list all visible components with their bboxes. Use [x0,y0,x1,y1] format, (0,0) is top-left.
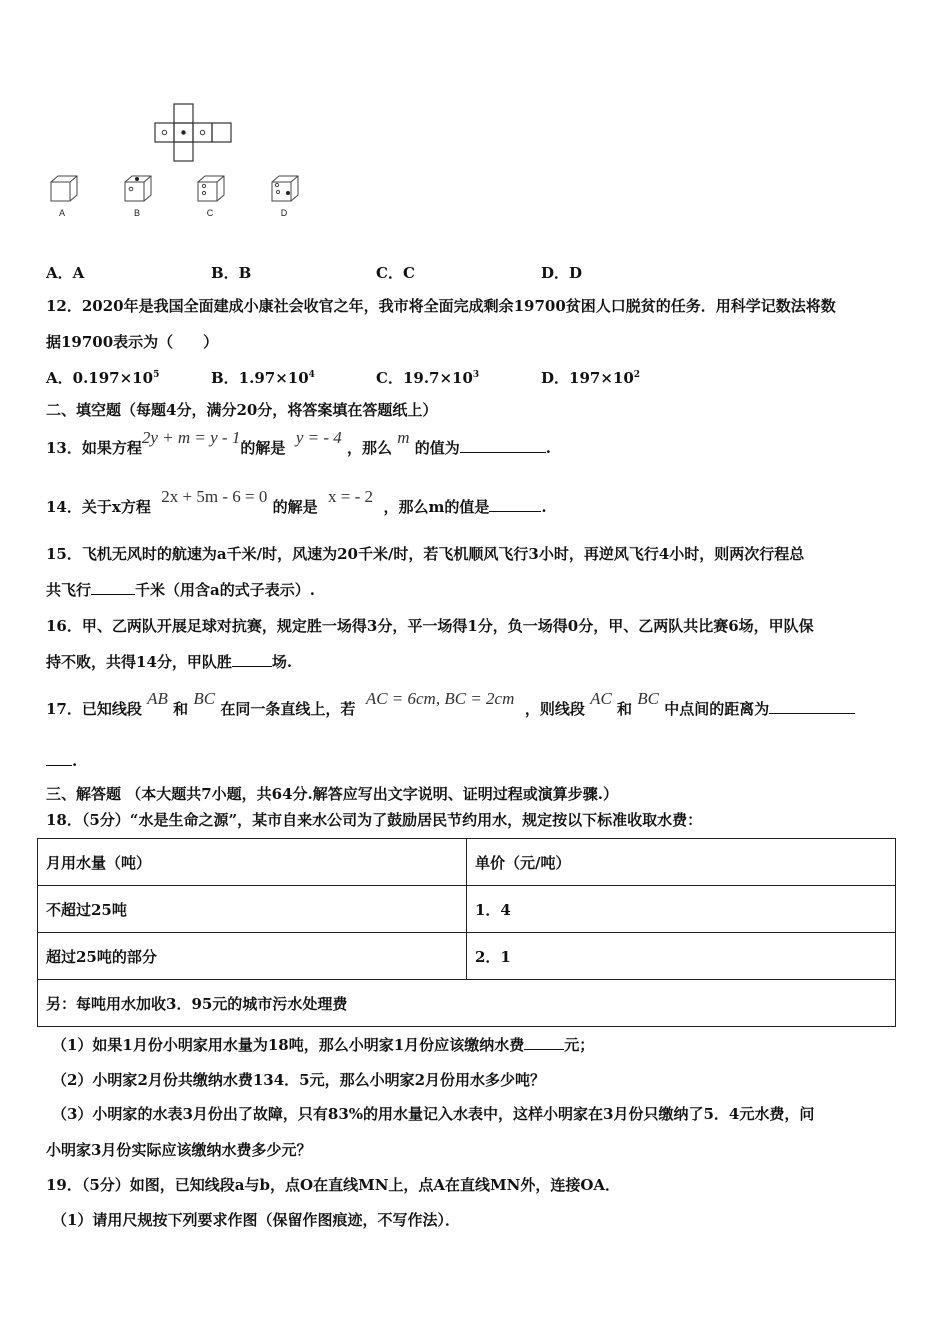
q17-line: 17．已知线段 AB 和 BC 在同一条直线上，若 AC = 6cm, BC = 2cm ，则线段 AC 和 BC 中点间的距离为 [46,699,855,719]
q14-solution: x = - 2 [328,487,374,506]
q11-option-a: A．A [46,264,85,282]
table-header-cell: 单价（元/吨） [467,839,896,886]
q19-intro: 19．（5分）如图，已知线段a与b，点O在直线MN上，点A在直线MN外，连接OA． [46,1176,621,1194]
q11-option-d: D．D [541,264,583,282]
q16-line2: 持不败，共得14分，甲队胜 场. [46,653,293,671]
q16-line1: 16．甲、乙两队开展足球对抗赛，规定胜一场得3分，平一场得1分，负一场得0分，甲、乙两队共比赛6场，甲队保 [46,617,814,635]
table-row [38,933,896,980]
q11-option-c: C．C [376,264,415,282]
cube-options-figure [40,172,320,224]
table-header-row [38,839,896,886]
q16-answer-blank [232,652,272,667]
q15-line2: 共飞行 千米（用含a的式子表示）. [46,581,315,599]
q15-answer-blank [91,580,135,595]
q17-answer-blank [769,699,855,714]
table-cell: 超过25吨的部分 [38,933,467,980]
q19-sub1: （1）请用尺规按下列要求作图（保留作图痕迹，不写作法）． [52,1211,460,1229]
q14-answer-blank [489,497,541,512]
table-cell: 1．4 [467,886,896,933]
q13-equation: 2y + m = y - 1 [141,428,241,447]
q18-sub3-line2: 小明家3月份实际应该缴纳水费多少元？ [46,1141,312,1159]
q17-condition: AC = 6cm, BC = 2cm [365,689,515,708]
water-fee-table [37,838,896,1027]
q18-sub2: （2）小明家2月份共缴纳水费134．5元，那么小明家2月份用水多少吨？ [52,1071,546,1089]
section2-heading: 二、填空题（每题4分，满分20分，将答案填在答题纸上） [46,401,438,419]
q18-sub1: （1）如果1月份小明家用水量为18吨，那么小明家1月份应该缴纳水费 元； [52,1036,595,1054]
table-row [38,886,896,933]
q14-equation: 2x + 5m - 6 = 0 [161,487,268,506]
cube-net-figure [150,100,240,164]
q12-option-b: B．$1.97\times 10^4$ [211,369,315,387]
q11-option-b: B．B [211,264,252,282]
option-d-caption: D [280,208,288,218]
cube-a-icon [51,176,77,201]
q13-answer-blank [460,438,546,453]
option-a-caption: A [58,208,66,218]
q12-option-a: A．$0.197\times 10^5$ [46,369,160,387]
q12-option-d: D．$197\times 10^2$ [541,369,641,387]
q12-line1: 12．2020年是我国全面建成小康社会收官之年，我市将全面完成剩余19700贫困人口脱贫的任务．用科学记数法将数 [46,297,836,315]
option-b-caption: B [133,208,141,218]
q14-line: 14．关于x方程 2x + 5m - 6 = 0 的解是 x = - 2 ，那么m的值是 . [46,487,547,516]
q12-line2: 据19700表示为（ ） [46,333,219,351]
q15-line1: 15．飞机无风时的航速为a千米/时，风速为20千米/时，若飞机顺风飞行3小时，再逆风飞行4小时，则两次行程总 [46,545,805,563]
q18-intro: 18．（5分）“水是生命之源”，某市自来水公司为了鼓励居民节约用水，规定按以下标准收取水费： [46,811,703,829]
cube-d-icon [272,176,298,201]
option-c-caption: C [206,208,214,218]
q18-answer-blank [524,1035,564,1050]
q13-solution: y = - 4 [295,428,342,447]
table-cell: 不超过25吨 [38,886,467,933]
q13-line: 13．如果方程2y + m = y - 1的解是 y = - 4 ，那么 m 的值为 . [46,428,552,457]
q18-sub3-line1: （3）小明家的水表3月份出了故障，只有83%的用水量记入水表中，这样小明家在3月份只缴纳了5．4元水费，问 [52,1105,815,1123]
q12-option-c: C．$19.7\times 10^3$ [376,369,480,387]
table-note-cell: 另：每吨用水加收3．95元的城市污水处理费 [38,980,896,1027]
q17-line2: . [46,751,77,771]
table-cell: 2．1 [467,933,896,980]
section3-heading: 三、解答题 （本大题共7小题，共64分.解答应写出文字说明、证明过程或演算步骤.） [46,785,618,803]
cube-c-icon [198,176,224,201]
table-note-row [38,980,896,1027]
table-header-cell: 月用水量（吨） [38,839,467,886]
